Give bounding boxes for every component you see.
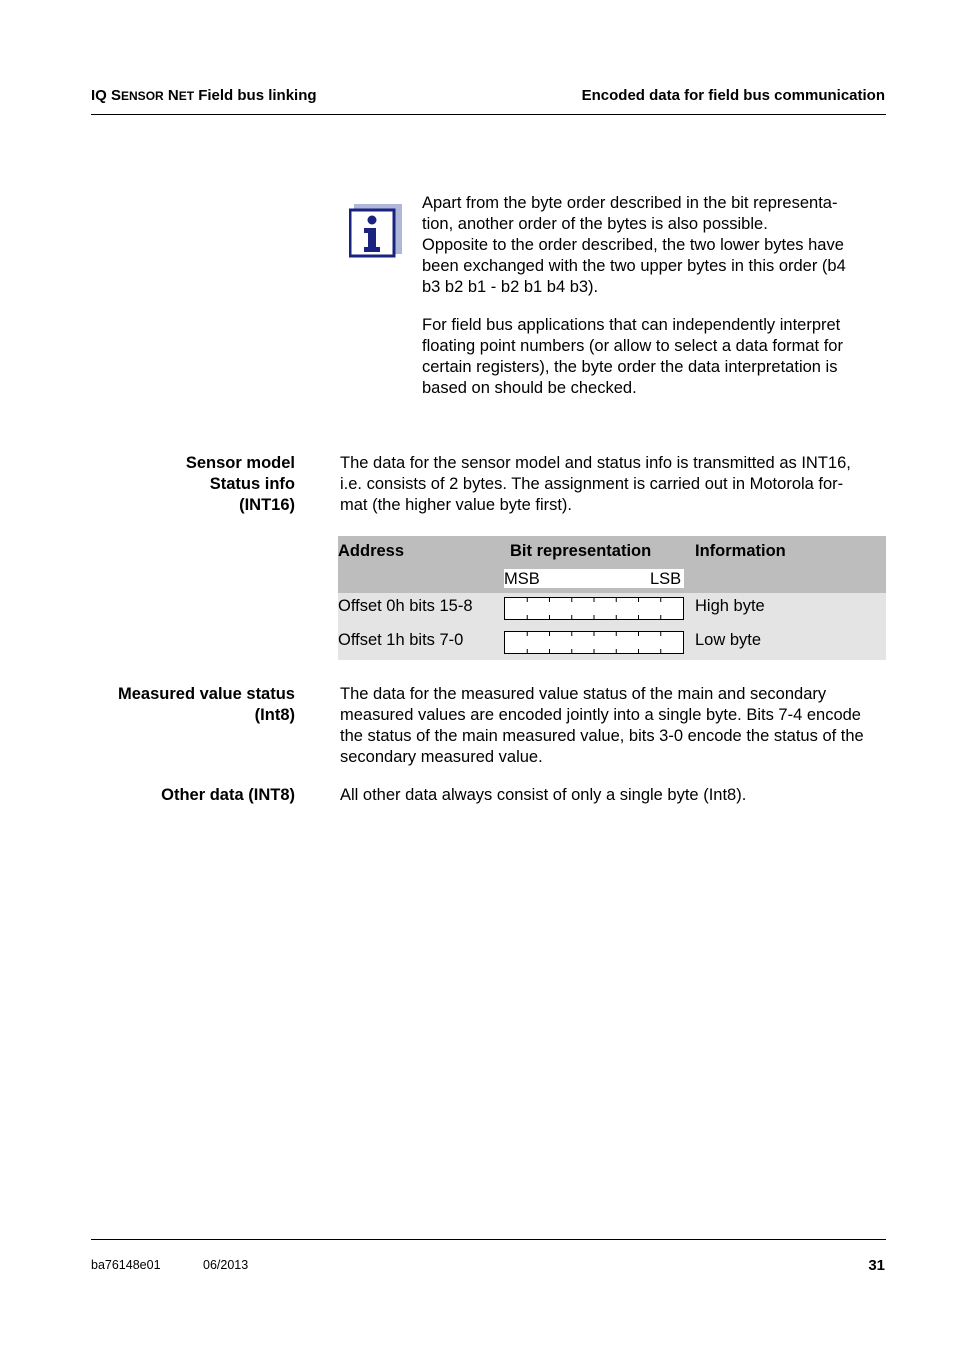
note-paragraph-1: Apart from the byte order described in the bit representa- tion, another order of the bytes is also possible. Opposite to the order described, the two lower bytes have been exchanged with the two upper bytes in this order (b4 b3 b2 b1 - b2 b1 b4 b3). — [422, 194, 846, 296]
measured-value-text: The data for the measured value status of the main and secondary measured values are encoded jointly into a single byte. Bits 7-4 encode the status of the main measured value, bits 3-0 encode the status of the secondary measured value. — [340, 685, 864, 766]
other-data-text: All other data always consist of only a single byte (Int8). — [340, 786, 747, 804]
bit-box-low — [504, 631, 684, 654]
sensor-model-heading: Sensor model Status info (INT16) — [185, 454, 295, 514]
table-row-address: Offset 1h bits 7-0 — [338, 631, 464, 649]
table-body — [338, 593, 886, 660]
bit-box-high — [504, 597, 684, 620]
sensor-model-text: The data for the sensor model and status info is transmitted as INT16, i.e. consists of 2 bytes. The assignment is carried out in Motorola for- mat (the higher value byte first). — [340, 454, 851, 514]
bit-representation-table — [338, 536, 886, 660]
other-data-heading: Other data (INT8) — [161, 786, 295, 804]
page-number: 31 — [868, 1257, 885, 1274]
table-header — [338, 536, 886, 593]
header-information: Information — [695, 542, 786, 560]
header-left-title: IQ SENSOR NET Field bus linking — [91, 87, 317, 104]
footer-rule — [91, 1239, 886, 1240]
table-row-address: Offset 0h bits 15-8 — [338, 597, 473, 615]
footer-doc-id: ba76148e01 — [91, 1258, 161, 1272]
info-icon — [349, 204, 403, 259]
header-rule — [91, 114, 886, 115]
msb-label: MSB — [504, 570, 540, 588]
footer-date: 06/2013 — [203, 1258, 249, 1272]
table-row-information: High byte — [695, 597, 765, 615]
header-bit-representation: Bit representation — [510, 542, 652, 560]
header-address: Address — [338, 542, 405, 560]
lsb-label: LSB — [650, 570, 682, 588]
header-right-title: Encoded data for field bus communication — [581, 87, 885, 104]
table-row-information: Low byte — [695, 631, 762, 649]
note-paragraph-2: For field bus applications that can independently interpret floating point numbers (or allow to select a data format for certain registers), the byte order the data interpretation is based on should be checked. — [422, 316, 843, 397]
measured-value-heading: Measured value status (Int8) — [118, 685, 295, 724]
